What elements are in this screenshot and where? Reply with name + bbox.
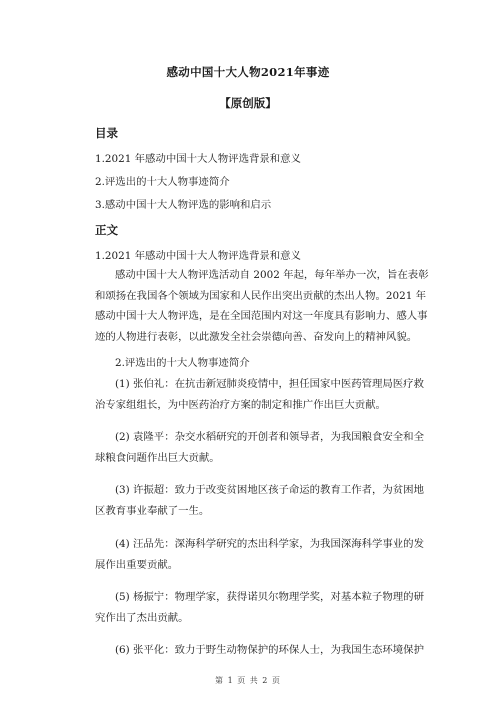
section-heading: 1.2021 年感动中国十大人物评选背景和意义 [95, 250, 301, 262]
person-entry [95, 640, 424, 661]
person-entry [95, 587, 424, 628]
person-entry [95, 534, 424, 575]
person-entry [95, 374, 424, 415]
paragraph-line: (1) 张伯礼：在抗击新冠肺炎疫情中，担任国家中医药管理局医疗救 [115, 378, 424, 390]
paragraph-line: (2) 袁隆平：杂交水稻研究的开创者和领导者，为我国粮食安全和全 [115, 431, 424, 443]
toc-item: 1.2021 年感动中国十大人物评选背景和意义 [95, 153, 301, 165]
section-heading: 2.评选出的十大人物事迹简介 [115, 357, 250, 369]
paragraph-line: 感动中国十大人物评选活动自 2002 年起，每年举办一次，旨在表彰 [115, 269, 429, 281]
paragraph-line: (4) 汪品先：深海科学研究的杰出科学家，为我国深海科学事业的发 [115, 538, 424, 550]
paragraph-line: 和颂扬在我国各个领域为国家和人民作出突出贡献的杰出人物。2021 年 [95, 289, 427, 302]
document-subtitle: 【原创版】 [219, 96, 277, 110]
toc-item: 2.评选出的十大人物事迹简介 [95, 176, 230, 188]
page-footer: 第 1 页 共 2 页 [215, 676, 281, 685]
paragraph [95, 265, 429, 347]
person-entry [95, 480, 424, 521]
toc-item: 3.感动中国十大人物评选的影响和启示 [95, 199, 272, 211]
paragraph-line: 究作出了杰出贡献。 [95, 611, 189, 624]
paragraph-line: (3) 许振超：致力于改变贫困地区孩子命运的教育工作者，为贫困地 [115, 484, 424, 496]
toc-heading: 目录 [95, 126, 118, 140]
paragraph-line: 球粮食问题作出巨大贡献。 [95, 451, 220, 464]
body-heading: 正文 [95, 223, 118, 237]
person-entry [95, 427, 424, 468]
paragraph-line: 区教育事业奉献了一生。 [95, 504, 210, 517]
paragraph-line: (5) 杨振宁：物理学家，获得诺贝尔物理学奖，对基本粒子物理的研 [115, 591, 424, 603]
document-title: 感动中国十大人物2021年事迹 [166, 65, 330, 79]
paragraph-line: 迹的人物进行表彰，以此激发全社会崇德向善、奋发向上的精神风貌。 [95, 330, 418, 343]
paragraph-line: (6) 张平化：致力于野生动物保护的环保人士，为我国生态环境保护 [115, 644, 424, 656]
paragraph-line: 治专家组组长，为中医药治疗方案的制定和推广作出巨大贡献。 [95, 398, 386, 411]
paragraph-line: 感动中国十大人物评选，是在全国范围内对这一年度具有影响力、感人事 [95, 310, 428, 322]
paragraph-line: 展作出重要贡献。 [95, 558, 179, 571]
